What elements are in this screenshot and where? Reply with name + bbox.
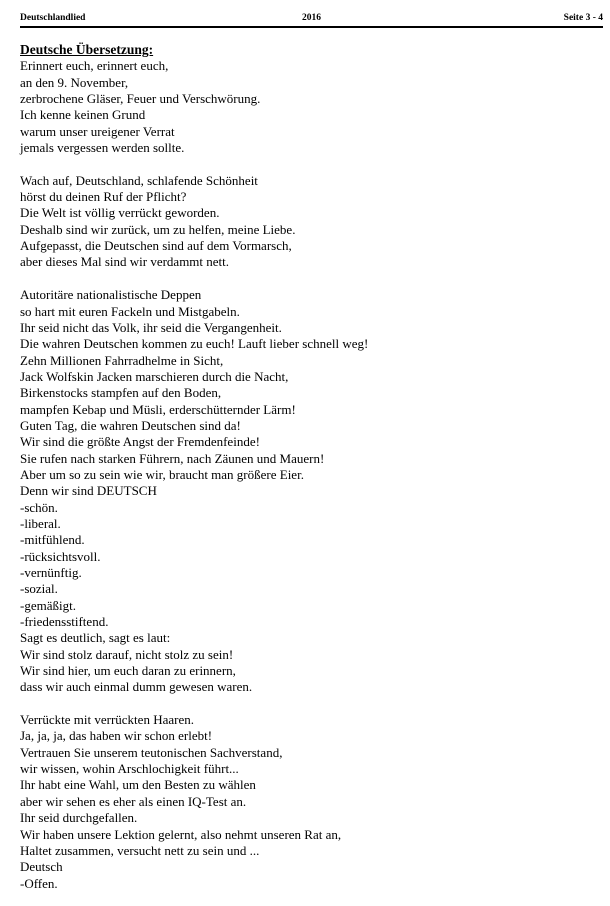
document-content [20,42,603,892]
poem-line: Haltet zusammen, versucht nett zu sein und ... [20,842,260,858]
poem-line: Wir sind hier, um euch daran zu erinnern, [20,663,236,679]
poem-line: Vertrauen Sie unserem teutonischen Sachverstand, [20,744,283,760]
poem-line: Wir haben unsere Lektion gelernt, also nehmt unseren Rat an, [20,826,342,842]
poem-line: so hart mit euren Fackeln und Mistgabeln. [20,303,240,319]
poem-line: wir wissen, wohin Arschlochigkeit führt... [20,761,239,777]
poem-line: Deshalb sind wir zurück, um zu helfen, meine Liebe. [20,221,296,237]
poem-line: Autoritäre nationalistische Deppen [20,287,202,303]
poem-line: Ja, ja, ja, das haben wir schon erlebt! [20,728,213,744]
poem-line: zerbrochene Gläser, Feuer und Verschwörung. [20,91,261,107]
poem-line: Erinnert euch, erinnert euch, [20,58,169,74]
poem-line: Verrückte mit verrückten Haaren. [20,712,194,728]
poem-line: Sie rufen nach starken Führern, nach Zäunen und Mauern! [20,450,325,466]
poem-line: Jack Wolfskin Jacken marschieren durch die Nacht, [20,368,289,384]
page-header [20,12,603,28]
poem-line: Deutsch [20,859,63,875]
poem-line: Ich kenne keinen Grund [20,107,146,123]
poem-line: -sozial. [20,581,58,597]
stanzas [20,58,603,892]
poem-line: warum unser ureigener Verrat [20,123,175,139]
section-heading: Deutsche Übersetzung: [20,42,154,57]
poem-line: dass wir auch einmal dumm gewesen waren. [20,679,253,695]
poem-line: aber dieses Mal sind wir verdammt nett. [20,254,230,270]
stanza [20,712,603,892]
poem-line: -liberal. [20,515,61,531]
poem-line: Die wahren Deutschen kommen zu euch! Lauft lieber schnell weg! [20,336,369,352]
poem-line: -rücksichtsvoll. [20,548,101,564]
stanza [20,173,603,271]
stanza [20,58,603,156]
poem-line: Ihr seid durchgefallen. [20,810,138,826]
poem-line: Ihr habt eine Wahl, um den Besten zu wählen [20,777,256,793]
poem-line: Denn wir sind DEUTSCH [20,483,157,499]
poem-line: -schön. [20,499,58,515]
poem-line: -vernünftig. [20,565,82,580]
header-page-number: Seite 3 - 4 [563,13,603,23]
stanza [20,287,603,696]
poem-line: aber wir sehen es eher als einen IQ-Test an. [20,793,247,809]
poem-line: hörst du deinen Ruf der Pflicht? [20,189,187,205]
poem-line: Sagt es deutlich, sagt es laut: [20,630,171,646]
poem-line: Guten Tag, die wahren Deutschen sind da! [20,417,241,433]
poem-line: -Offen. [20,875,58,891]
poem-line: Birkenstocks stampfen auf den Boden, [20,385,222,401]
header-year: 2016 [301,13,321,23]
poem-line: Wir sind stolz darauf, nicht stolz zu sein! [20,646,234,662]
poem-line: Die Welt ist völlig verrückt geworden. [20,205,220,221]
poem-line: an den 9. November, [20,74,129,90]
poem-line: Aufgepasst, die Deutschen sind auf dem Vormarsch, [20,238,292,254]
poem-line: Aber um so zu sein wie wir, braucht man größere Eier. [20,466,304,482]
poem-line: Wach auf, Deutschland, schlafende Schönheit [20,172,258,188]
poem-line: jemals vergessen werden sollte. [20,140,185,156]
header-document-title: Deutschlandlied [20,13,86,23]
poem-line: Wir sind die größte Angst der Fremdenfeinde! [20,434,260,450]
poem-line: mampfen Kebap und Müsli, erderschütternder Lärm! [20,401,296,417]
poem-line: -mitfühlend. [20,532,85,548]
poem-line: -gemäßigt. [20,597,76,613]
poem-line: Zehn Millionen Fahrradhelme in Sicht, [20,352,224,368]
poem-line: Ihr seid nicht das Volk, ihr seid die Vergangenheit. [20,319,282,335]
poem-line: -friedensstiftend. [20,614,109,630]
